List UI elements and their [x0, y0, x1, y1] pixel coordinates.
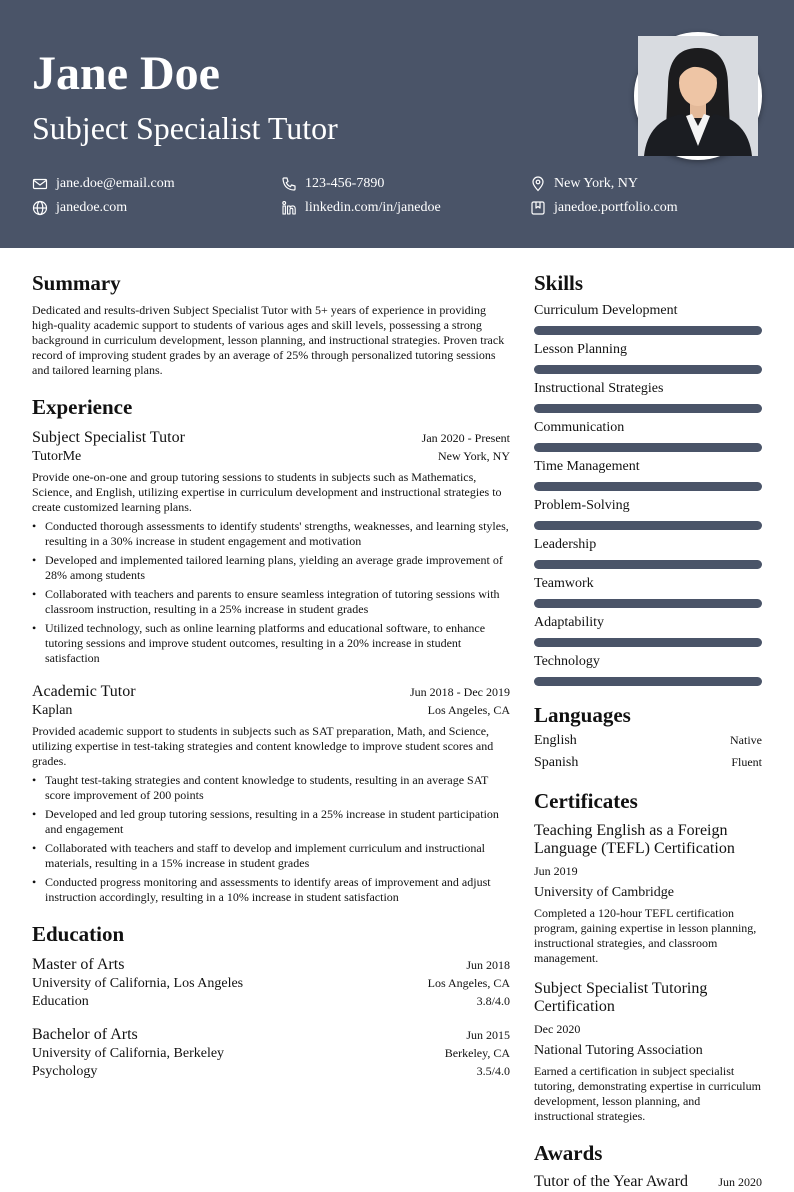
job-bullet: • Conducted progress monitoring and assessments to identify areas of improvement and adjust instruction accordingly, resulting in a 10% increase in student satisfaction — [32, 875, 510, 905]
job-bullet: • Conducted thorough assessments to identify students' strengths, weaknesses, and learning styles, resulting in a 30% increase in student engagement and motivation — [32, 519, 510, 549]
skill-bar — [534, 482, 762, 491]
certificate-description: Completed a 120-hour TEFL certification program, gaining expertise in lesson planning, instructional strategies, and classroom management. — [534, 906, 757, 965]
contact-location — [530, 175, 638, 193]
certificate-date: Jun 2019 — [534, 864, 578, 878]
portfolio-icon — [530, 200, 546, 216]
skills-heading: Skills — [534, 271, 584, 295]
language-name: Spanish — [534, 755, 579, 770]
skill-name: Leadership — [534, 537, 597, 552]
job-bullet-list — [32, 519, 510, 666]
job-bullet: • Developed and implemented tailored learning plans, yielding an average grade improvement of 28% among students — [32, 553, 510, 583]
skill-name: Instructional Strategies — [534, 381, 664, 396]
skill-item — [534, 341, 762, 374]
education-degree: Bachelor of Arts — [32, 1026, 138, 1043]
education-gpa: 3.5/4.0 — [476, 1064, 510, 1078]
resume-header — [0, 0, 794, 248]
skill-name: Curriculum Development — [534, 303, 678, 318]
job-bullet: • Collaborated with teachers and staff to develop and implement curriculum and instructional materials, resulting in a 15% increase in student grades — [32, 841, 510, 871]
education-field: Psychology — [32, 1064, 98, 1079]
job-description: Provide one-on-one and group tutoring sessions to students in subjects such as Mathematics, Science, and English, utilizing expertise in curriculum development and instructional strategies to create customized learning plans. — [32, 470, 502, 514]
certificates-section — [534, 788, 762, 1124]
education-field: Education — [32, 994, 89, 1009]
job-company: Kaplan — [32, 703, 73, 718]
languages-section — [534, 702, 762, 772]
skill-bar — [534, 404, 762, 413]
contact-linkedin[interactable] — [281, 199, 441, 217]
skill-bar — [534, 326, 762, 335]
job-bullet: • Utilized technology, such as online learning platforms and educational software, to enhance tutoring sessions and improve student outcomes, resulting in a 20% increase in student satisfaction — [32, 621, 510, 666]
language-name: English — [534, 733, 577, 748]
skill-name: Teamwork — [534, 576, 594, 591]
certificate-name: Subject Specialist Tutoring Certification — [534, 980, 708, 1015]
language-item — [534, 754, 762, 772]
certificate-description: Earned a certification in subject specialist tutoring, demonstrating expertise in curriculum development, lesson planning, and instructional strategies. — [534, 1064, 761, 1123]
job-description: Provided academic support to students in subjects such as SAT preparation, Math, and Science, utilizing expertise in test-taking strategies and content knowledge to improve student scores and grades. — [32, 724, 494, 768]
certificate-date: Dec 2020 — [534, 1022, 581, 1036]
phone-icon — [281, 176, 297, 192]
skill-item — [534, 536, 762, 569]
contact-phone[interactable] — [281, 175, 384, 193]
education-section — [32, 921, 510, 1081]
award-date: Jun 2020 — [718, 1175, 762, 1189]
education-school: University of California, Los Angeles — [32, 976, 244, 991]
skill-name: Lesson Planning — [534, 342, 627, 357]
skill-item — [534, 458, 762, 491]
award-name: Tutor of the Year Award — [534, 1173, 688, 1190]
certificate-org: University of Cambridge — [534, 885, 674, 900]
skill-item — [534, 653, 762, 686]
job-bullet: • Developed and led group tutoring sessions, resulting in a 25% increase in student participation and engagement — [32, 807, 510, 837]
skills-section — [534, 270, 762, 686]
education-date: Jun 2015 — [466, 1028, 510, 1042]
contact-phone-text: 123-456-7890 — [305, 176, 385, 191]
certificates-heading: Certificates — [534, 789, 638, 813]
job-entry — [32, 428, 510, 666]
summary-text: Dedicated and results-driven Subject Specialist Tutor with 5+ years of experience in providing high-quality academic support to students of various ages and skill levels, possessing a strong background in curriculum development, lesson planning, and instructional strategies. Proven track record of improving student grades by an average of 25% through personalized tutoring sessions and tailored learning plans. — [32, 303, 505, 377]
left-column — [32, 270, 510, 1081]
job-location: Los Angeles, CA — [427, 703, 510, 717]
skill-item — [534, 302, 762, 335]
skill-item — [534, 380, 762, 413]
skill-item — [534, 497, 762, 530]
summary-section — [32, 270, 510, 378]
skill-bar — [534, 677, 762, 686]
job-bullet: • Taught test-taking strategies and content knowledge to students, resulting in an average SAT score improvement of 200 points — [32, 773, 510, 803]
skill-bar — [534, 365, 762, 374]
job-dates: Jun 2018 - Dec 2019 — [410, 685, 510, 699]
language-level: Fluent — [731, 755, 762, 769]
contact-website-text: janedoe.com — [56, 200, 128, 215]
experience-heading: Experience — [32, 395, 133, 419]
skill-item — [534, 419, 762, 452]
skill-bar — [534, 521, 762, 530]
education-date: Jun 2018 — [466, 958, 510, 972]
education-degree: Master of Arts — [32, 956, 125, 973]
contact-website[interactable] — [32, 199, 127, 217]
skill-name: Adaptability — [534, 615, 604, 630]
experience-section — [32, 394, 510, 905]
education-entry — [32, 1025, 510, 1081]
awards-section — [534, 1140, 762, 1192]
certificate-entry — [534, 822, 762, 966]
skill-bar — [534, 443, 762, 452]
contact-email-text: jane.doe@email.com — [56, 176, 175, 191]
contact-linkedin-text: linkedin.com/in/janedoe — [305, 200, 441, 215]
linkedin-icon — [281, 200, 297, 216]
certificate-entry — [534, 980, 762, 1124]
skill-name: Time Management — [534, 459, 640, 474]
job-entry — [32, 682, 510, 905]
certificate-name: Teaching English as a Foreign Language (TEFL) Certification — [534, 822, 735, 857]
education-gpa: 3.8/4.0 — [476, 994, 510, 1008]
skill-name: Problem-Solving — [534, 498, 630, 513]
language-level: Native — [730, 733, 762, 747]
candidate-title: Subject Specialist Tutor — [32, 110, 338, 146]
skill-name: Communication — [534, 420, 625, 435]
job-position: Subject Specialist Tutor — [32, 429, 185, 446]
education-location: Los Angeles, CA — [427, 976, 510, 990]
globe-icon — [32, 200, 48, 216]
contact-email[interactable] — [32, 175, 175, 193]
skill-item — [534, 614, 762, 647]
skill-bar — [534, 638, 762, 647]
skill-name: Technology — [534, 654, 600, 669]
job-location: New York, NY — [437, 449, 510, 463]
contact-portfolio-text: janedoe.portfolio.com — [554, 200, 678, 215]
profile-portrait-icon — [638, 36, 758, 156]
summary-heading: Summary — [32, 271, 121, 295]
map-pin-icon — [530, 176, 546, 192]
job-dates: Jan 2020 - Present — [421, 431, 510, 445]
profile-photo — [634, 32, 762, 160]
skill-bar — [534, 599, 762, 608]
awards-heading: Awards — [534, 1141, 603, 1165]
education-entry — [32, 955, 510, 1011]
education-location: Berkeley, CA — [444, 1046, 510, 1060]
education-school: University of California, Berkeley — [32, 1046, 225, 1061]
skill-bar — [534, 560, 762, 569]
job-position: Academic Tutor — [32, 683, 136, 700]
skill-item — [534, 575, 762, 608]
language-item — [534, 732, 762, 750]
contact-location-text: New York, NY — [554, 176, 639, 191]
education-heading: Education — [32, 922, 125, 946]
job-bullet: • Collaborated with teachers and parents to ensure seamless integration of tutoring sessions with classroom instruction, resulting in a 25% increase in student grades — [32, 587, 510, 617]
contact-portfolio[interactable] — [530, 199, 678, 217]
award-entry — [534, 1172, 762, 1192]
right-column — [534, 270, 762, 1192]
certificate-org: National Tutoring Association — [534, 1043, 703, 1058]
job-bullet-list — [32, 773, 510, 905]
job-company: TutorMe — [32, 449, 82, 464]
languages-heading: Languages — [534, 703, 631, 727]
candidate-name: Jane Doe — [32, 47, 220, 100]
envelope-icon — [32, 176, 48, 192]
